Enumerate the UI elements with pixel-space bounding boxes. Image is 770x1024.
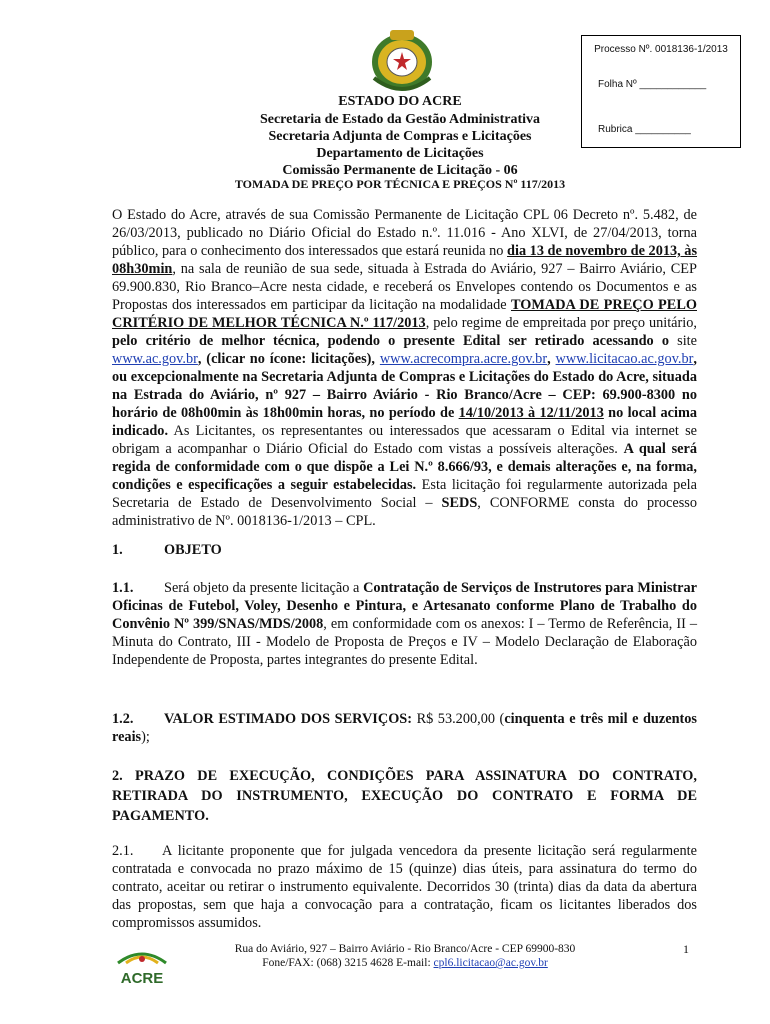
footer-line-1: Rua do Aviário, 927 – Bairro Aviário - Rio Branco/Acre - CEP 69900-830: [234, 943, 576, 955]
modality: TOMADA DE PREÇO PELO CRITÉRIO DE MELHOR TÉCNICA N.º 117/2013: [112, 297, 697, 331]
header-commission: Comissão Permanente de Licitação - 06: [282, 163, 518, 178]
section-number: 2.1.: [112, 843, 134, 859]
link-acrecompra[interactable]: www.acrecompra.acre.gov.br: [379, 351, 548, 367]
section-text: );: [141, 729, 150, 745]
section-bold: VALOR ESTIMADO DOS SERVIÇOS:: [164, 711, 413, 727]
section-bold: cinquenta e três mil e duzentos reais: [112, 711, 697, 745]
rubrica-field: Rubrica __________: [598, 124, 691, 135]
section-number: 1.2.: [112, 711, 134, 727]
header-department: Departamento de Licitações: [316, 146, 484, 161]
section-text: , em conformidade com os anexos: I – Termo de Referência, II – Minuta do Contrato, III - Modelo de Proposta de Preços e IV – Modelo Declaração de Elaboração Independente de Proposta, partes integrantes do presente Edital.: [112, 616, 697, 668]
section-1-1: [112, 579, 697, 669]
intro-text: , na sala de reunião de sua sede, situada à Estrada do Aviário, 927 – Bairro Aviário, CEP 69.900.830, Rio Branco–Acre nesta cidade, e receberá os Envelopes contendo os Documentos e as Propostas dos interessados em participar da licitação na modalidade: [112, 261, 697, 313]
intro-text: site: [668, 333, 697, 349]
intro-bold: no local acima indicado.: [112, 405, 697, 439]
header-adjunct: Secretaria Adjunta de Compras e Licitações: [268, 129, 532, 144]
header-state: ESTADO DO ACRE: [338, 94, 462, 109]
intro-text: O Estado do Acre, através de sua Comissão Permanente de Licitação CPL 06 Decreto nº. 5.482, de 26/03/2013, publicado no Diário Oficial do Estado n.º. 11.016 - Ano XLVI, de 27/04/2013, torna público, para o conhecimento dos interessados que estará reunida no: [112, 207, 697, 259]
section-1-heading: [112, 541, 697, 559]
intro-text: As Licitantes, os representantes ou interessados que acessaram o Edital via internet se obrigam a acompanhar o Diário Oficial do Estado com vistas a possíveis alterações.: [112, 423, 697, 457]
footer-email-link[interactable]: cpl6.licitacao@ac.gov.br: [433, 957, 548, 969]
acre-logo-icon: [112, 943, 172, 987]
link-ac-gov[interactable]: www.ac.gov.br: [112, 351, 198, 367]
meeting-date: dia 13 de novembro de 2013, às 08h30min: [112, 243, 698, 277]
section-number: 1.1.: [112, 580, 134, 596]
logo-text: ACRE: [120, 970, 164, 987]
link-licitacao[interactable]: www.licitacao.ac.gov.br: [555, 351, 694, 367]
page-number: 1: [683, 942, 689, 956]
intro-text: , CONFORME consta do processo administrativo de Nº. 0018136-1/2013 – CPL.: [112, 495, 697, 529]
section-text: Será objeto da presente licitação a: [164, 580, 364, 596]
period-dates: 14/10/2013 à 12/11/2013: [458, 405, 604, 421]
folha-field: Folha Nº ____________: [598, 79, 707, 90]
section-bold: Contratação de Serviços de Instrutores para Ministrar Oficinas de Futebol, Voley, Desenho e Pintura, e Artesanato conforme Plano de Trabalho do Convênio Nº 399/SNAS/MDS/2008: [112, 580, 697, 632]
section-2-1: [112, 842, 697, 932]
intro-text: Esta licitação foi regularmente autorizada pela Secretaria de Estado de Desenvolvimento Social –: [112, 477, 697, 511]
intro-bold: A qual será regida de conformidade com o que dispõe a Lei N.º 8.666/93, e demais alterações e, na forma, condições e especificações a seguir estabelecidas.: [112, 441, 697, 493]
section-title: OBJETO: [164, 542, 222, 558]
intro-bold: pelo critério de melhor técnica, podendo o presente Edital ser retirado acessando o: [112, 333, 669, 349]
intro-bold: ,: [547, 351, 556, 367]
footer-contact: Fone/FAX: (068) 3215 4628 E-mail:: [262, 957, 434, 969]
intro-bold: , (clicar no ícone: licitações),: [197, 351, 380, 367]
footer-line-2: [200, 956, 610, 970]
footer-address: [200, 942, 610, 970]
process-number: Processo Nº. 0018136-1/2013: [594, 44, 728, 55]
section-2-heading: 2. PRAZO DE EXECUÇÃO, CONDIÇÕES PARA ASSINATURA DO CONTRATO, RETIRADA DO INSTRUMENTO, EXECUÇÃO DO CONTRATO E FORMA DE PAGAMENTO.: [112, 768, 697, 824]
document-title: TOMADA DE PREÇO POR TÉCNICA E PREÇOS Nº 117/2013: [234, 177, 566, 191]
section-number: 1.: [112, 542, 123, 558]
acre-coat-of-arms-icon: [368, 26, 436, 96]
intro-text: , pelo regime de empreitada por preço unitário,: [425, 315, 697, 331]
section-text: R$ 53.200,00 (: [412, 711, 505, 727]
section-text: A licitante proponente que for julgada vencedora da presente licitação será regularmente contratada e convocada no prazo máximo de 15 (quinze) dias úteis, para assinatura do termo do contrato, aceitar ou retirar o instrumento equivalente. Decorridos 30 (trinta) dias da data da abertura das propostas, sem que haja a convocação para a contratação, ficam os licitantes liberados dos compromissos assumidos.: [112, 843, 697, 931]
intro-paragraph: [112, 206, 697, 530]
header-secretariat: Secretaria de Estado da Gestão Administrativa: [259, 112, 541, 127]
section-1-2: [112, 710, 697, 746]
intro-bold: , ou excepcionalmente na Secretaria Adjunta de Compras e Licitações do Estado do Acre, situada na Estrada do Aviário, nº 927 – Bairro Aviário - Rio Branco/Acre – CEP: 69.900-8300 no horário de 08h00min às 18h00min horas, no período de: [112, 351, 697, 421]
seds-acronym: SEDS: [441, 495, 478, 511]
